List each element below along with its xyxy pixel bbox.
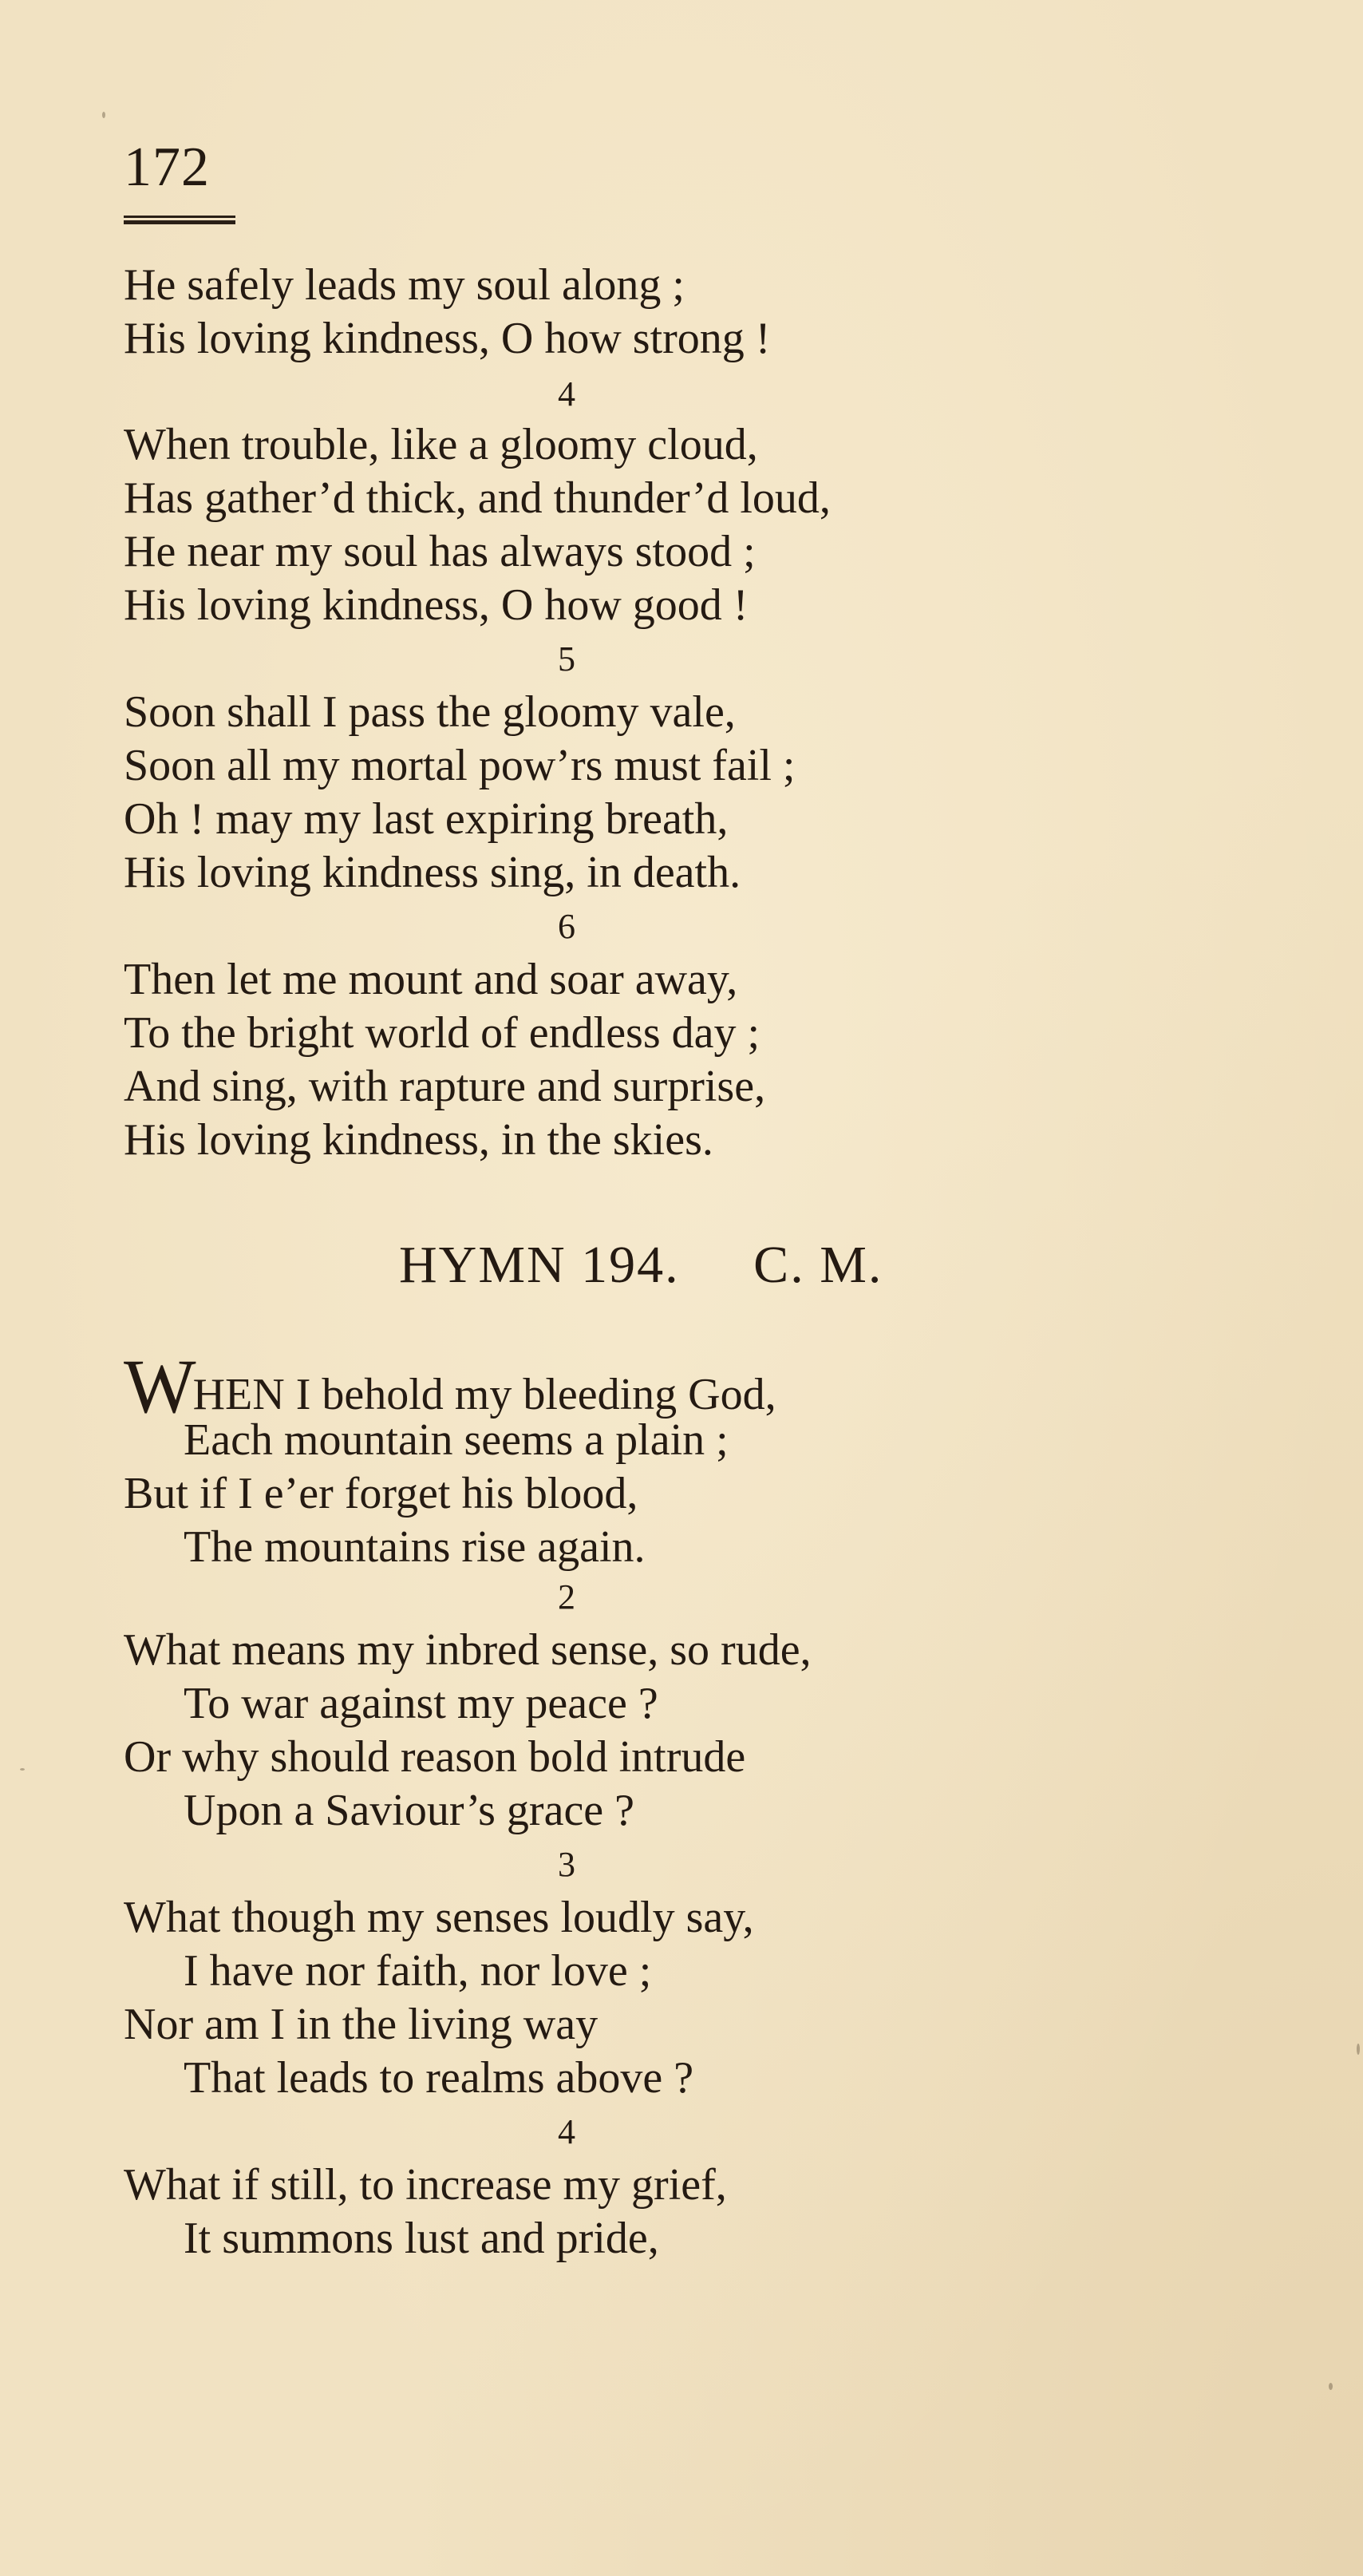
verse-line: Or why should reason bold intrude <box>124 1732 746 1782</box>
paper-speck <box>102 112 105 118</box>
verse-line: The mountains rise again. <box>184 1522 646 1572</box>
paper-speck <box>20 1768 25 1771</box>
verse-number: 2 <box>558 1577 575 1616</box>
verse-line: He near my soul has always stood ; <box>124 527 756 576</box>
verse-line-first <box>124 1343 776 1429</box>
verse-line: Oh ! may my last expiring breath, <box>124 794 729 844</box>
first-line-rest: HEN I behold my bleeding God, <box>192 1370 776 1419</box>
verse-line: His loving kindness, O how good ! <box>124 580 749 630</box>
verse-number: 6 <box>558 907 575 946</box>
verse-line: What though my senses loudly say, <box>124 1893 754 1942</box>
verse-line: Nor am I in the living way <box>124 2000 599 2049</box>
verse-line: Each mountain seems a plain ; <box>184 1415 729 1465</box>
verse-number: 3 <box>558 1845 575 1884</box>
verse-line: To the bright world of endless day ; <box>124 1008 761 1058</box>
verse-number: 5 <box>558 639 575 679</box>
verse-line: What if still, to increase my grief, <box>124 2160 727 2210</box>
verse-line: Soon shall I pass the gloomy vale, <box>124 687 736 737</box>
verse-line: I have nor faith, nor love ; <box>184 1946 652 1996</box>
hymn-title: HYMN 194. C. M. <box>399 1236 883 1294</box>
verse-line: His loving kindness sing, in death. <box>124 848 741 897</box>
verse-line: It summons lust and pride, <box>184 2214 659 2263</box>
verse-line: To war against my peace ? <box>184 1679 658 1728</box>
verse-line: When trouble, like a gloomy cloud, <box>124 420 758 469</box>
verse-line: Has gather’d thick, and thunder’d loud, <box>124 473 831 523</box>
verse-line: Then let me mount and soar away, <box>124 955 738 1004</box>
verse-line: Soon all my mortal pow’rs must fail ; <box>124 741 796 790</box>
verse-number: 4 <box>558 374 575 414</box>
verse-line: His loving kindness, O how strong ! <box>124 314 771 363</box>
paper-speck <box>1329 2383 1333 2390</box>
page-number: 172 <box>124 137 210 198</box>
drop-cap: W <box>124 1343 196 1429</box>
verse-line: What means my inbred sense, so rude, <box>124 1625 812 1675</box>
verse-line: That leads to realms above ? <box>184 2053 694 2103</box>
verse-line: He safely leads my soul along ; <box>124 260 685 310</box>
verse-line: But if I e’er forget his blood, <box>124 1469 638 1518</box>
verse-line: His loving kindness, in the skies. <box>124 1115 713 1165</box>
verse-number: 4 <box>558 2112 575 2151</box>
header-rule <box>124 216 235 230</box>
paper-speck <box>1357 2044 1360 2055</box>
verse-line: And sing, with rapture and surprise, <box>124 1062 766 1111</box>
verse-line: Upon a Saviour’s grace ? <box>184 1786 635 1835</box>
